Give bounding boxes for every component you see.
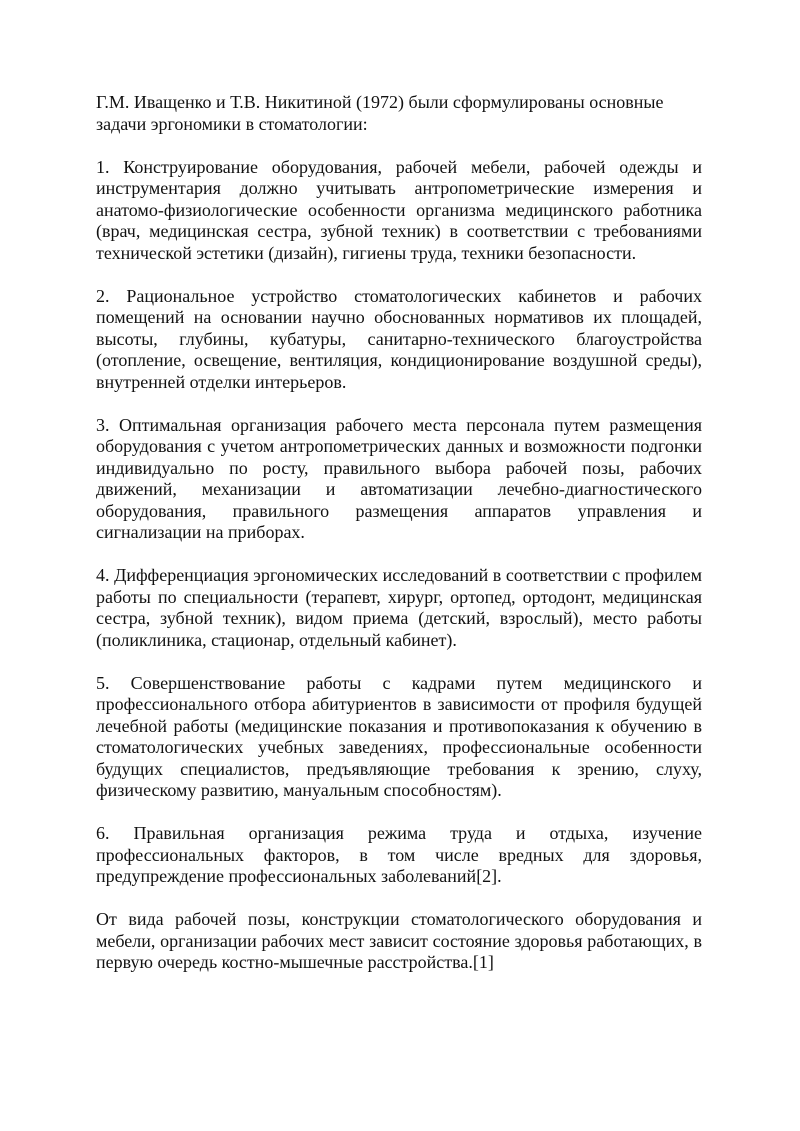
list-item-6: 6. Правильная организация режима труда и отдыха, изучение профессиональных факторов, в том числе вредных для здоровья, предупреждение профессиональных заболеваний[2]. — [96, 823, 702, 886]
list-item-3: 3. Оптимальная организация рабочего места персонала путем размещения оборудования с учетом антропометрических данных и возможности подгонки индивидуально по росту, правильного выбора рабочей позы, рабочих движений, механизации и автоматизации лечебно-диагностического оборудования, правильного размещения аппаратов управления и сигнализации на приборах. — [96, 414, 702, 542]
list-item-4: 4. Дифференциация эргономических исследований в соответствии с профилем работы по специальности (терапевт, хирург, ортопед, ортодонт, медицинская сестра, зубной техник), видом приема (детский, взрослый), место работы (поликлиника, стационар, отдельный кабинет). — [96, 565, 702, 650]
list-item-5: 5. Совершенствование работы с кадрами путем медицинского и профессионального отбора абитуриентов в зависимости от профиля будущей лечебной работы (медицинские показания и противопоказания к обучению в стоматологических учебных заведениях, профессиональные особенности будущих специалистов, предъявляющие требования к зрению, слуху, физическому развитию, мануальным способностям). — [96, 672, 702, 800]
intro-paragraph: Г.М. Иващенко и Т.В. Никитиной (1972) были сформулированы основные задачи эргономики в стоматологии: — [96, 92, 664, 134]
list-item-2: 2. Рациональное устройство стоматологических кабинетов и рабочих помещений на основании научно обоснованных нормативов их площадей, высоты, глубины, кубатуры, санитарно-технического благоустройства (отопление, освещение, вентиляция, кондиционирование воздушной среды), внутренней отделки интерьеров. — [96, 285, 702, 392]
list-item-1: 1. Конструирование оборудования, рабочей мебели, рабочей одежды и инструментария должно учитывать антропометрические измерения и анатомо-физиологические особенности организма медицинского работника (врач, медицинская сестра, зубной техник) в соответствии с требованиями технической эстетики (дизайн), гигиены труда, техники безопасности. — [96, 156, 702, 263]
conclusion-paragraph: От вида рабочей позы, конструкции стоматологического оборудования и мебели, организации рабочих мест зависит состояние здоровья работающих, в первую очередь костно-мышечные расстройства.[1] — [96, 909, 702, 972]
document-page — [96, 92, 702, 995]
